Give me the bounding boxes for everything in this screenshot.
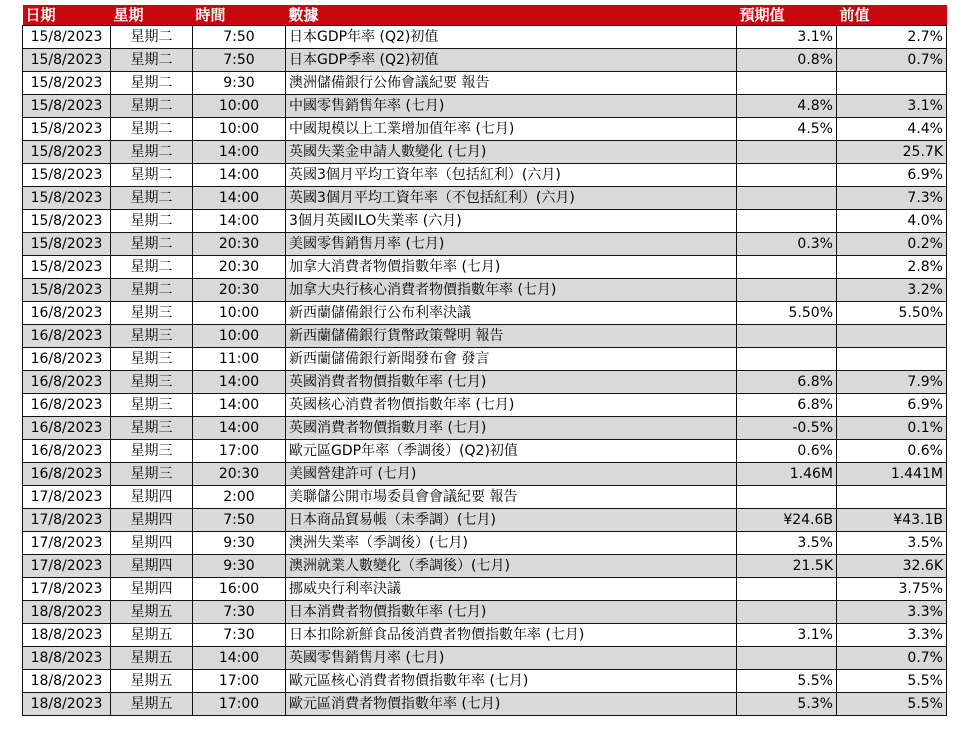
- header-row: [23, 5, 947, 26]
- cell-time: 7:50: [193, 509, 286, 532]
- cell-event: 英國3個月平均工資年率（不包括紅利）(六月): [286, 187, 737, 210]
- cell-event: 日本商品貿易帳（未季調）(七月): [286, 509, 737, 532]
- cell-date: 16/8/2023: [23, 440, 111, 463]
- cell-time: 10:00: [193, 325, 286, 348]
- cell-previous: 0.7%: [837, 647, 947, 670]
- table-row: [23, 72, 947, 95]
- cell-time: 10:00: [193, 95, 286, 118]
- cell-forecast: 0.3%: [737, 233, 837, 256]
- cell-forecast: 4.5%: [737, 118, 837, 141]
- cell-forecast: 1.46M: [737, 463, 837, 486]
- table-row: [23, 555, 947, 578]
- cell-time: 14:00: [193, 417, 286, 440]
- cell-date: 18/8/2023: [23, 601, 111, 624]
- cell-forecast: [737, 210, 837, 233]
- cell-previous: 4.4%: [837, 118, 947, 141]
- cell-weekday: 星期二: [111, 26, 193, 49]
- cell-forecast: -0.5%: [737, 417, 837, 440]
- table-row: [23, 463, 947, 486]
- cell-date: 16/8/2023: [23, 371, 111, 394]
- cell-previous: 25.7K: [837, 141, 947, 164]
- cell-weekday: 星期二: [111, 256, 193, 279]
- table-row: [23, 256, 947, 279]
- cell-previous: 5.5%: [837, 693, 947, 716]
- cell-time: 9:30: [193, 532, 286, 555]
- cell-date: 17/8/2023: [23, 532, 111, 555]
- cell-previous: 0.7%: [837, 49, 947, 72]
- cell-event: 日本消費者物價指數年率 (七月): [286, 601, 737, 624]
- cell-time: 14:00: [193, 141, 286, 164]
- cell-previous: 5.50%: [837, 302, 947, 325]
- cell-date: 15/8/2023: [23, 26, 111, 49]
- cell-forecast: [737, 578, 837, 601]
- cell-previous: 6.9%: [837, 164, 947, 187]
- cell-weekday: 星期二: [111, 164, 193, 187]
- table-row: [23, 164, 947, 187]
- cell-previous: 3.75%: [837, 578, 947, 601]
- cell-weekday: 星期三: [111, 371, 193, 394]
- cell-time: 14:00: [193, 394, 286, 417]
- cell-date: 18/8/2023: [23, 647, 111, 670]
- cell-forecast: [737, 141, 837, 164]
- header-time: 時間: [193, 5, 286, 26]
- cell-forecast: [737, 72, 837, 95]
- table-row: [23, 578, 947, 601]
- cell-weekday: 星期四: [111, 532, 193, 555]
- header-event: 數據: [286, 5, 737, 26]
- cell-forecast: 5.3%: [737, 693, 837, 716]
- cell-event: 英國失業金申請人數變化 (七月): [286, 141, 737, 164]
- cell-previous: 7.3%: [837, 187, 947, 210]
- cell-forecast: 5.50%: [737, 302, 837, 325]
- cell-weekday: 星期二: [111, 49, 193, 72]
- cell-event: 新西蘭儲備銀行新聞發布會 發言: [286, 348, 737, 371]
- table-row: [23, 325, 947, 348]
- cell-time: 20:30: [193, 256, 286, 279]
- cell-event: 挪威央行利率決議: [286, 578, 737, 601]
- cell-weekday: 星期二: [111, 72, 193, 95]
- table-row: [23, 348, 947, 371]
- cell-previous: [837, 348, 947, 371]
- cell-weekday: 星期五: [111, 670, 193, 693]
- cell-date: 17/8/2023: [23, 555, 111, 578]
- cell-forecast: [737, 647, 837, 670]
- cell-date: 17/8/2023: [23, 486, 111, 509]
- cell-date: 18/8/2023: [23, 670, 111, 693]
- table-row: [23, 371, 947, 394]
- cell-time: 17:00: [193, 693, 286, 716]
- cell-time: 20:30: [193, 279, 286, 302]
- cell-event: 3個月英國ILO失業率 (六月): [286, 210, 737, 233]
- cell-time: 10:00: [193, 302, 286, 325]
- cell-weekday: 星期五: [111, 693, 193, 716]
- table-row: [23, 647, 947, 670]
- cell-date: 18/8/2023: [23, 624, 111, 647]
- cell-date: 15/8/2023: [23, 210, 111, 233]
- cell-event: 中國規模以上工業增加值年率 (七月): [286, 118, 737, 141]
- cell-weekday: 星期五: [111, 647, 193, 670]
- cell-time: 11:00: [193, 348, 286, 371]
- cell-event: 歐元區GDP年率（季調後）(Q2)初值: [286, 440, 737, 463]
- cell-weekday: 星期二: [111, 187, 193, 210]
- cell-forecast: [737, 187, 837, 210]
- cell-time: 17:00: [193, 440, 286, 463]
- cell-time: 14:00: [193, 647, 286, 670]
- cell-date: 15/8/2023: [23, 118, 111, 141]
- table-row: [23, 486, 947, 509]
- cell-date: 15/8/2023: [23, 233, 111, 256]
- table-row: [23, 26, 947, 49]
- cell-time: 14:00: [193, 371, 286, 394]
- cell-forecast: 6.8%: [737, 371, 837, 394]
- cell-time: 14:00: [193, 210, 286, 233]
- cell-weekday: 星期三: [111, 463, 193, 486]
- cell-previous: [837, 72, 947, 95]
- cell-previous: 0.2%: [837, 233, 947, 256]
- cell-event: 中國零售銷售年率 (七月): [286, 95, 737, 118]
- cell-previous: 5.5%: [837, 670, 947, 693]
- cell-weekday: 星期三: [111, 348, 193, 371]
- cell-date: 17/8/2023: [23, 578, 111, 601]
- cell-previous: 3.3%: [837, 624, 947, 647]
- header-date: 日期: [23, 5, 111, 26]
- table-row: [23, 394, 947, 417]
- table-row: [23, 440, 947, 463]
- cell-weekday: 星期二: [111, 141, 193, 164]
- cell-weekday: 星期四: [111, 578, 193, 601]
- cell-weekday: 星期四: [111, 555, 193, 578]
- cell-weekday: 星期三: [111, 417, 193, 440]
- cell-date: 16/8/2023: [23, 302, 111, 325]
- cell-event: 美國營建許可 (七月): [286, 463, 737, 486]
- cell-time: 17:00: [193, 670, 286, 693]
- cell-forecast: 0.8%: [737, 49, 837, 72]
- cell-event: 英國零售銷售月率 (七月): [286, 647, 737, 670]
- cell-weekday: 星期二: [111, 118, 193, 141]
- cell-date: 15/8/2023: [23, 49, 111, 72]
- cell-forecast: 4.8%: [737, 95, 837, 118]
- cell-date: 16/8/2023: [23, 417, 111, 440]
- header-weekday: 星期: [111, 5, 193, 26]
- cell-time: 14:00: [193, 164, 286, 187]
- cell-previous: 6.9%: [837, 394, 947, 417]
- cell-event: 歐元區消費者物價指數年率 (七月): [286, 693, 737, 716]
- cell-event: 英國核心消費者物價指數年率 (七月): [286, 394, 737, 417]
- cell-forecast: [737, 348, 837, 371]
- cell-time: 16:00: [193, 578, 286, 601]
- table-row: [23, 95, 947, 118]
- cell-weekday: 星期五: [111, 624, 193, 647]
- cell-date: 16/8/2023: [23, 394, 111, 417]
- cell-date: 15/8/2023: [23, 256, 111, 279]
- cell-previous: 4.0%: [837, 210, 947, 233]
- cell-date: 15/8/2023: [23, 72, 111, 95]
- table-row: [23, 49, 947, 72]
- cell-previous: 2.7%: [837, 26, 947, 49]
- cell-event: 澳洲就業人數變化（季調後）(七月): [286, 555, 737, 578]
- cell-previous: 32.6K: [837, 555, 947, 578]
- table-row: [23, 417, 947, 440]
- cell-time: 20:30: [193, 233, 286, 256]
- cell-date: 15/8/2023: [23, 95, 111, 118]
- cell-previous: 2.8%: [837, 256, 947, 279]
- cell-time: 9:30: [193, 72, 286, 95]
- table-row: [23, 624, 947, 647]
- cell-forecast: 3.1%: [737, 26, 837, 49]
- cell-weekday: 星期二: [111, 95, 193, 118]
- cell-previous: 0.6%: [837, 440, 947, 463]
- cell-event: 加拿大消費者物價指數年率 (七月): [286, 256, 737, 279]
- table-row: [23, 670, 947, 693]
- cell-previous: 7.9%: [837, 371, 947, 394]
- cell-event: 美聯儲公開市場委員會會議紀要 報告: [286, 486, 737, 509]
- cell-event: 日本扣除新鮮食品後消費者物價指數年率 (七月): [286, 624, 737, 647]
- cell-forecast: 3.1%: [737, 624, 837, 647]
- cell-previous: 1.441M: [837, 463, 947, 486]
- cell-time: 9:30: [193, 555, 286, 578]
- table-row: [23, 187, 947, 210]
- table-row: [23, 118, 947, 141]
- cell-forecast: [737, 486, 837, 509]
- cell-time: 7:30: [193, 624, 286, 647]
- cell-previous: 3.3%: [837, 601, 947, 624]
- table-row: [23, 210, 947, 233]
- cell-previous: 3.2%: [837, 279, 947, 302]
- cell-forecast: 6.8%: [737, 394, 837, 417]
- cell-event: 美國零售銷售月率 (七月): [286, 233, 737, 256]
- cell-previous: 3.1%: [837, 95, 947, 118]
- cell-forecast: [737, 325, 837, 348]
- cell-date: 17/8/2023: [23, 509, 111, 532]
- cell-previous: [837, 486, 947, 509]
- table-row: [23, 601, 947, 624]
- cell-date: 15/8/2023: [23, 164, 111, 187]
- table-row: [23, 509, 947, 532]
- table-row: [23, 693, 947, 716]
- cell-event: 英國消費者物價指數年率 (七月): [286, 371, 737, 394]
- cell-weekday: 星期四: [111, 486, 193, 509]
- cell-time: 7:50: [193, 49, 286, 72]
- cell-forecast: [737, 279, 837, 302]
- cell-weekday: 星期三: [111, 325, 193, 348]
- cell-event: 澳洲儲備銀行公佈會議紀要 報告: [286, 72, 737, 95]
- cell-weekday: 星期二: [111, 279, 193, 302]
- cell-time: 10:00: [193, 118, 286, 141]
- cell-forecast: 21.5K: [737, 555, 837, 578]
- cell-forecast: [737, 601, 837, 624]
- cell-date: 15/8/2023: [23, 141, 111, 164]
- cell-previous: ¥43.1B: [837, 509, 947, 532]
- cell-event: 澳洲失業率（季調後）(七月): [286, 532, 737, 555]
- table-row: [23, 302, 947, 325]
- table-row: [23, 141, 947, 164]
- cell-time: 7:50: [193, 26, 286, 49]
- cell-date: 15/8/2023: [23, 187, 111, 210]
- table-row: [23, 233, 947, 256]
- cell-time: 2:00: [193, 486, 286, 509]
- cell-event: 新西蘭儲備銀行公布利率決議: [286, 302, 737, 325]
- cell-date: 15/8/2023: [23, 279, 111, 302]
- cell-weekday: 星期三: [111, 394, 193, 417]
- cell-previous: 0.1%: [837, 417, 947, 440]
- cell-previous: 3.5%: [837, 532, 947, 555]
- header-previous: 前值: [837, 5, 947, 26]
- cell-event: 加拿大央行核心消費者物價指數年率 (七月): [286, 279, 737, 302]
- cell-event: 英國消費者物價指數月率 (七月): [286, 417, 737, 440]
- cell-event: 日本GDP季率 (Q2)初值: [286, 49, 737, 72]
- economic-calendar-table: [22, 5, 947, 716]
- table-body: [23, 26, 947, 716]
- cell-weekday: 星期三: [111, 440, 193, 463]
- cell-weekday: 星期二: [111, 233, 193, 256]
- cell-date: 16/8/2023: [23, 348, 111, 371]
- cell-event: 新西蘭儲備銀行貨幣政策聲明 報告: [286, 325, 737, 348]
- cell-time: 20:30: [193, 463, 286, 486]
- header-forecast: 預期值: [737, 5, 837, 26]
- cell-time: 7:30: [193, 601, 286, 624]
- cell-time: 14:00: [193, 187, 286, 210]
- cell-weekday: 星期五: [111, 601, 193, 624]
- cell-previous: [837, 325, 947, 348]
- cell-forecast: 5.5%: [737, 670, 837, 693]
- cell-forecast: ¥24.6B: [737, 509, 837, 532]
- cell-weekday: 星期四: [111, 509, 193, 532]
- cell-date: 16/8/2023: [23, 325, 111, 348]
- cell-forecast: [737, 164, 837, 187]
- table-row: [23, 279, 947, 302]
- cell-date: 18/8/2023: [23, 693, 111, 716]
- cell-weekday: 星期三: [111, 302, 193, 325]
- cell-weekday: 星期二: [111, 210, 193, 233]
- cell-forecast: [737, 256, 837, 279]
- cell-event: 歐元區核心消費者物價指數年率 (七月): [286, 670, 737, 693]
- cell-date: 16/8/2023: [23, 463, 111, 486]
- table-row: [23, 532, 947, 555]
- cell-event: 日本GDP年率 (Q2)初值: [286, 26, 737, 49]
- cell-event: 英國3個月平均工資年率（包括紅利）(六月): [286, 164, 737, 187]
- cell-forecast: 3.5%: [737, 532, 837, 555]
- cell-forecast: 0.6%: [737, 440, 837, 463]
